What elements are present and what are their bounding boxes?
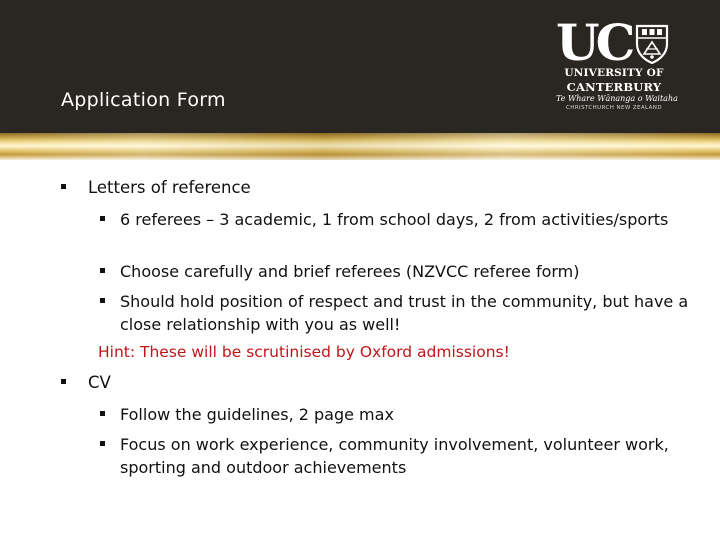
logo-canterbury: CANTERBURY (566, 80, 662, 94)
sub-bullet-choose (120, 260, 690, 283)
sub-bullet-text: Choose carefully and brief referees (NZVCC referee form) (120, 262, 580, 281)
square-bullet-icon (100, 441, 105, 446)
sub-bullet-guidelines (120, 403, 690, 426)
bullet-letters-of-reference (88, 178, 251, 197)
hint-text: Hint: These will be scrutinised by Oxford admissions! (98, 343, 510, 361)
square-bullet-icon (100, 411, 105, 416)
slide-title: Application Form (61, 89, 226, 111)
bullet-label: Letters of reference (88, 178, 251, 197)
logo-maori-name: Te Whare Wānanga o Waitaha (556, 94, 678, 103)
sub-bullet-position (120, 290, 690, 336)
sub-bullet-text: Follow the guidelines, 2 page max (120, 405, 394, 424)
sub-bullet-text: Should hold position of respect and trust in the community, but have a close relationship with you as well! (120, 292, 689, 334)
square-bullet-icon (100, 268, 105, 273)
bullet-cv (88, 373, 111, 392)
bullet-label: CV (88, 373, 111, 392)
square-bullet-icon (61, 184, 66, 189)
square-bullet-icon (61, 379, 66, 384)
sub-bullet-focus (120, 433, 690, 479)
logo-university-of: UNIVERSITY OF (564, 67, 664, 79)
square-bullet-icon (100, 298, 105, 303)
logo-location: CHRISTCHURCH NEW ZEALAND (566, 105, 662, 111)
sub-bullet-text: 6 referees – 3 academic, 1 from school days, 2 from activities/sports (120, 210, 669, 229)
sub-bullet-referees (120, 208, 690, 231)
square-bullet-icon (100, 216, 105, 221)
logo-letters: UC (556, 13, 632, 72)
sub-bullet-text: Focus on work experience, community involvement, volunteer work, sporting and outdoor achievements (120, 435, 669, 477)
